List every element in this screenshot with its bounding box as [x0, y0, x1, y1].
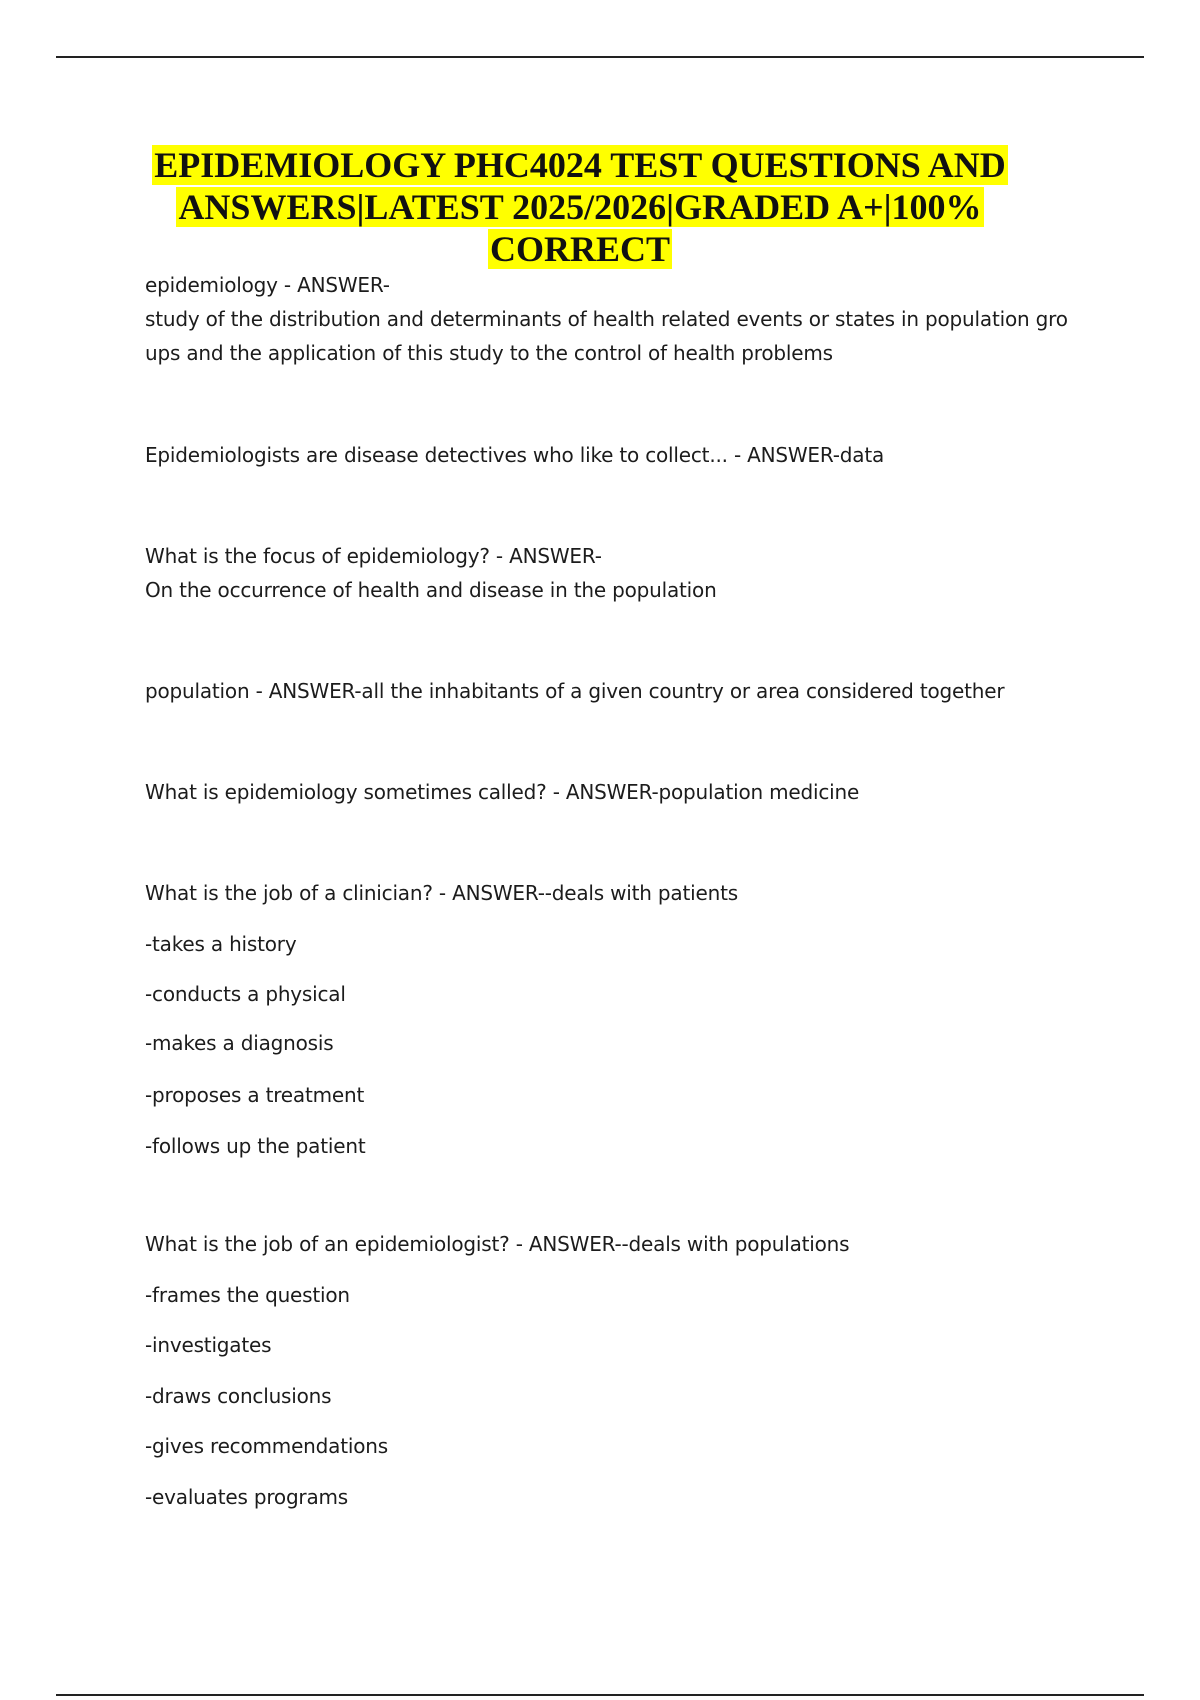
question-text: What is the job of an epidemiologist? - ANSWER--deals with populations: [145, 1232, 850, 1256]
title-line: ANSWERS|LATEST 2025/2026|GRADED A+|100%: [178, 187, 982, 227]
question-text: Epidemiologists are disease detectives who like to collect... - ANSWER-data: [145, 443, 885, 467]
document-title: [130, 144, 1030, 270]
list-item: -conducts a physical: [145, 982, 346, 1006]
title-line: CORRECT: [489, 229, 671, 269]
question-text: What is the job of a clinician? - ANSWER--deals with patients: [145, 881, 738, 905]
answer-text: study of the distribution and determinants of health related events or states in population gro: [145, 307, 1068, 331]
list-item: -frames the question: [145, 1283, 350, 1307]
term-epidemiology: epidemiology - ANSWER-: [145, 273, 390, 297]
list-item: -investigates: [145, 1333, 272, 1357]
list-item: -draws conclusions: [145, 1384, 332, 1408]
title-line: EPIDEMIOLOGY PHC4024 TEST QUESTIONS AND: [154, 145, 1006, 185]
question-text: What is epidemiology sometimes called? - ANSWER-population medicine: [145, 780, 860, 804]
answer-text: On the occurrence of health and disease in the population: [145, 578, 717, 602]
question-text: What is the focus of epidemiology? - ANSWER-: [145, 544, 602, 568]
list-item: -follows up the patient: [145, 1134, 366, 1158]
list-item: -evaluates programs: [145, 1485, 349, 1509]
answer-text: ups and the application of this study to the control of health problems: [145, 341, 833, 365]
list-item: -makes a diagnosis: [145, 1031, 334, 1055]
list-item: -takes a history: [145, 932, 297, 956]
question-text: population - ANSWER-all the inhabitants of a given country or area considered together: [145, 679, 1005, 703]
list-item: -proposes a treatment: [145, 1083, 365, 1107]
top-rule: [56, 56, 1144, 58]
bottom-rule: [56, 1694, 1144, 1696]
list-item: -gives recommendations: [145, 1434, 388, 1458]
